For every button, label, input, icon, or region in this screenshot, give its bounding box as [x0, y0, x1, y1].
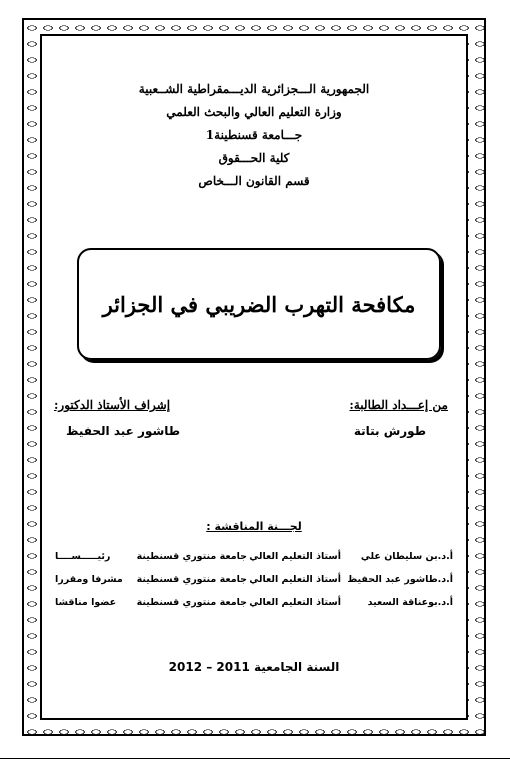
republic-name: الجمهورية الـــجزائرية الديـــمقراطية الشــعبية [138, 82, 370, 96]
department-name: قسم القانون الـــخاص [198, 174, 310, 188]
academic-year: السنة الجامعية 2011 – 2012 [168, 660, 340, 674]
member-university: جامعة منتوري قسنطينة [136, 597, 247, 608]
student-name: طورش بتاتة [353, 424, 426, 438]
member-rank: أستاذ التعليم العالي [249, 551, 341, 562]
page-bottom-rule [0, 758, 510, 759]
institution-header [40, 78, 468, 193]
committee-list [55, 545, 453, 614]
ministry-name: وزارة التعليم العالي والبحث العلمي [166, 105, 342, 119]
member-name: أ.د.بن سليطان علي [360, 551, 453, 562]
member-name: أ.د.بوعناقة السعيد [367, 597, 453, 608]
faculty-name: كلية الحـــقوق [218, 151, 290, 165]
member-rank: أستاذ التعليم العالي [249, 597, 341, 608]
committee-row [55, 591, 453, 614]
member-rank: أستاذ التعليم العالي [249, 574, 341, 585]
committee-title: لجـــنة المناقشة : [206, 520, 302, 533]
university-name: جـــامعة قسنطينة1 [205, 128, 303, 142]
committee-row [55, 568, 453, 591]
member-role: مشرفا ومقررا [55, 574, 123, 585]
committee-row [55, 545, 453, 568]
member-university: جامعة منتوري قسنطينة [136, 551, 247, 562]
member-university: جامعة منتوري قسنطينة [136, 574, 247, 585]
title-box [77, 248, 441, 360]
member-name: أ.د.طاشور عبد الحفيظ [347, 574, 453, 585]
member-role: عضوا مناقشا [55, 597, 117, 608]
supervisor-name: طاشور عبد الحفيظ [66, 424, 181, 438]
thesis-title: مكافحة التهرب الضريبي في الجزائر [102, 291, 416, 317]
supervisor-label: إشراف الأستاذ الدكتور: [54, 398, 171, 412]
student-label: من إعـــداد الطالبة: [349, 398, 448, 412]
member-role: رئيـــــســــا [55, 551, 111, 562]
